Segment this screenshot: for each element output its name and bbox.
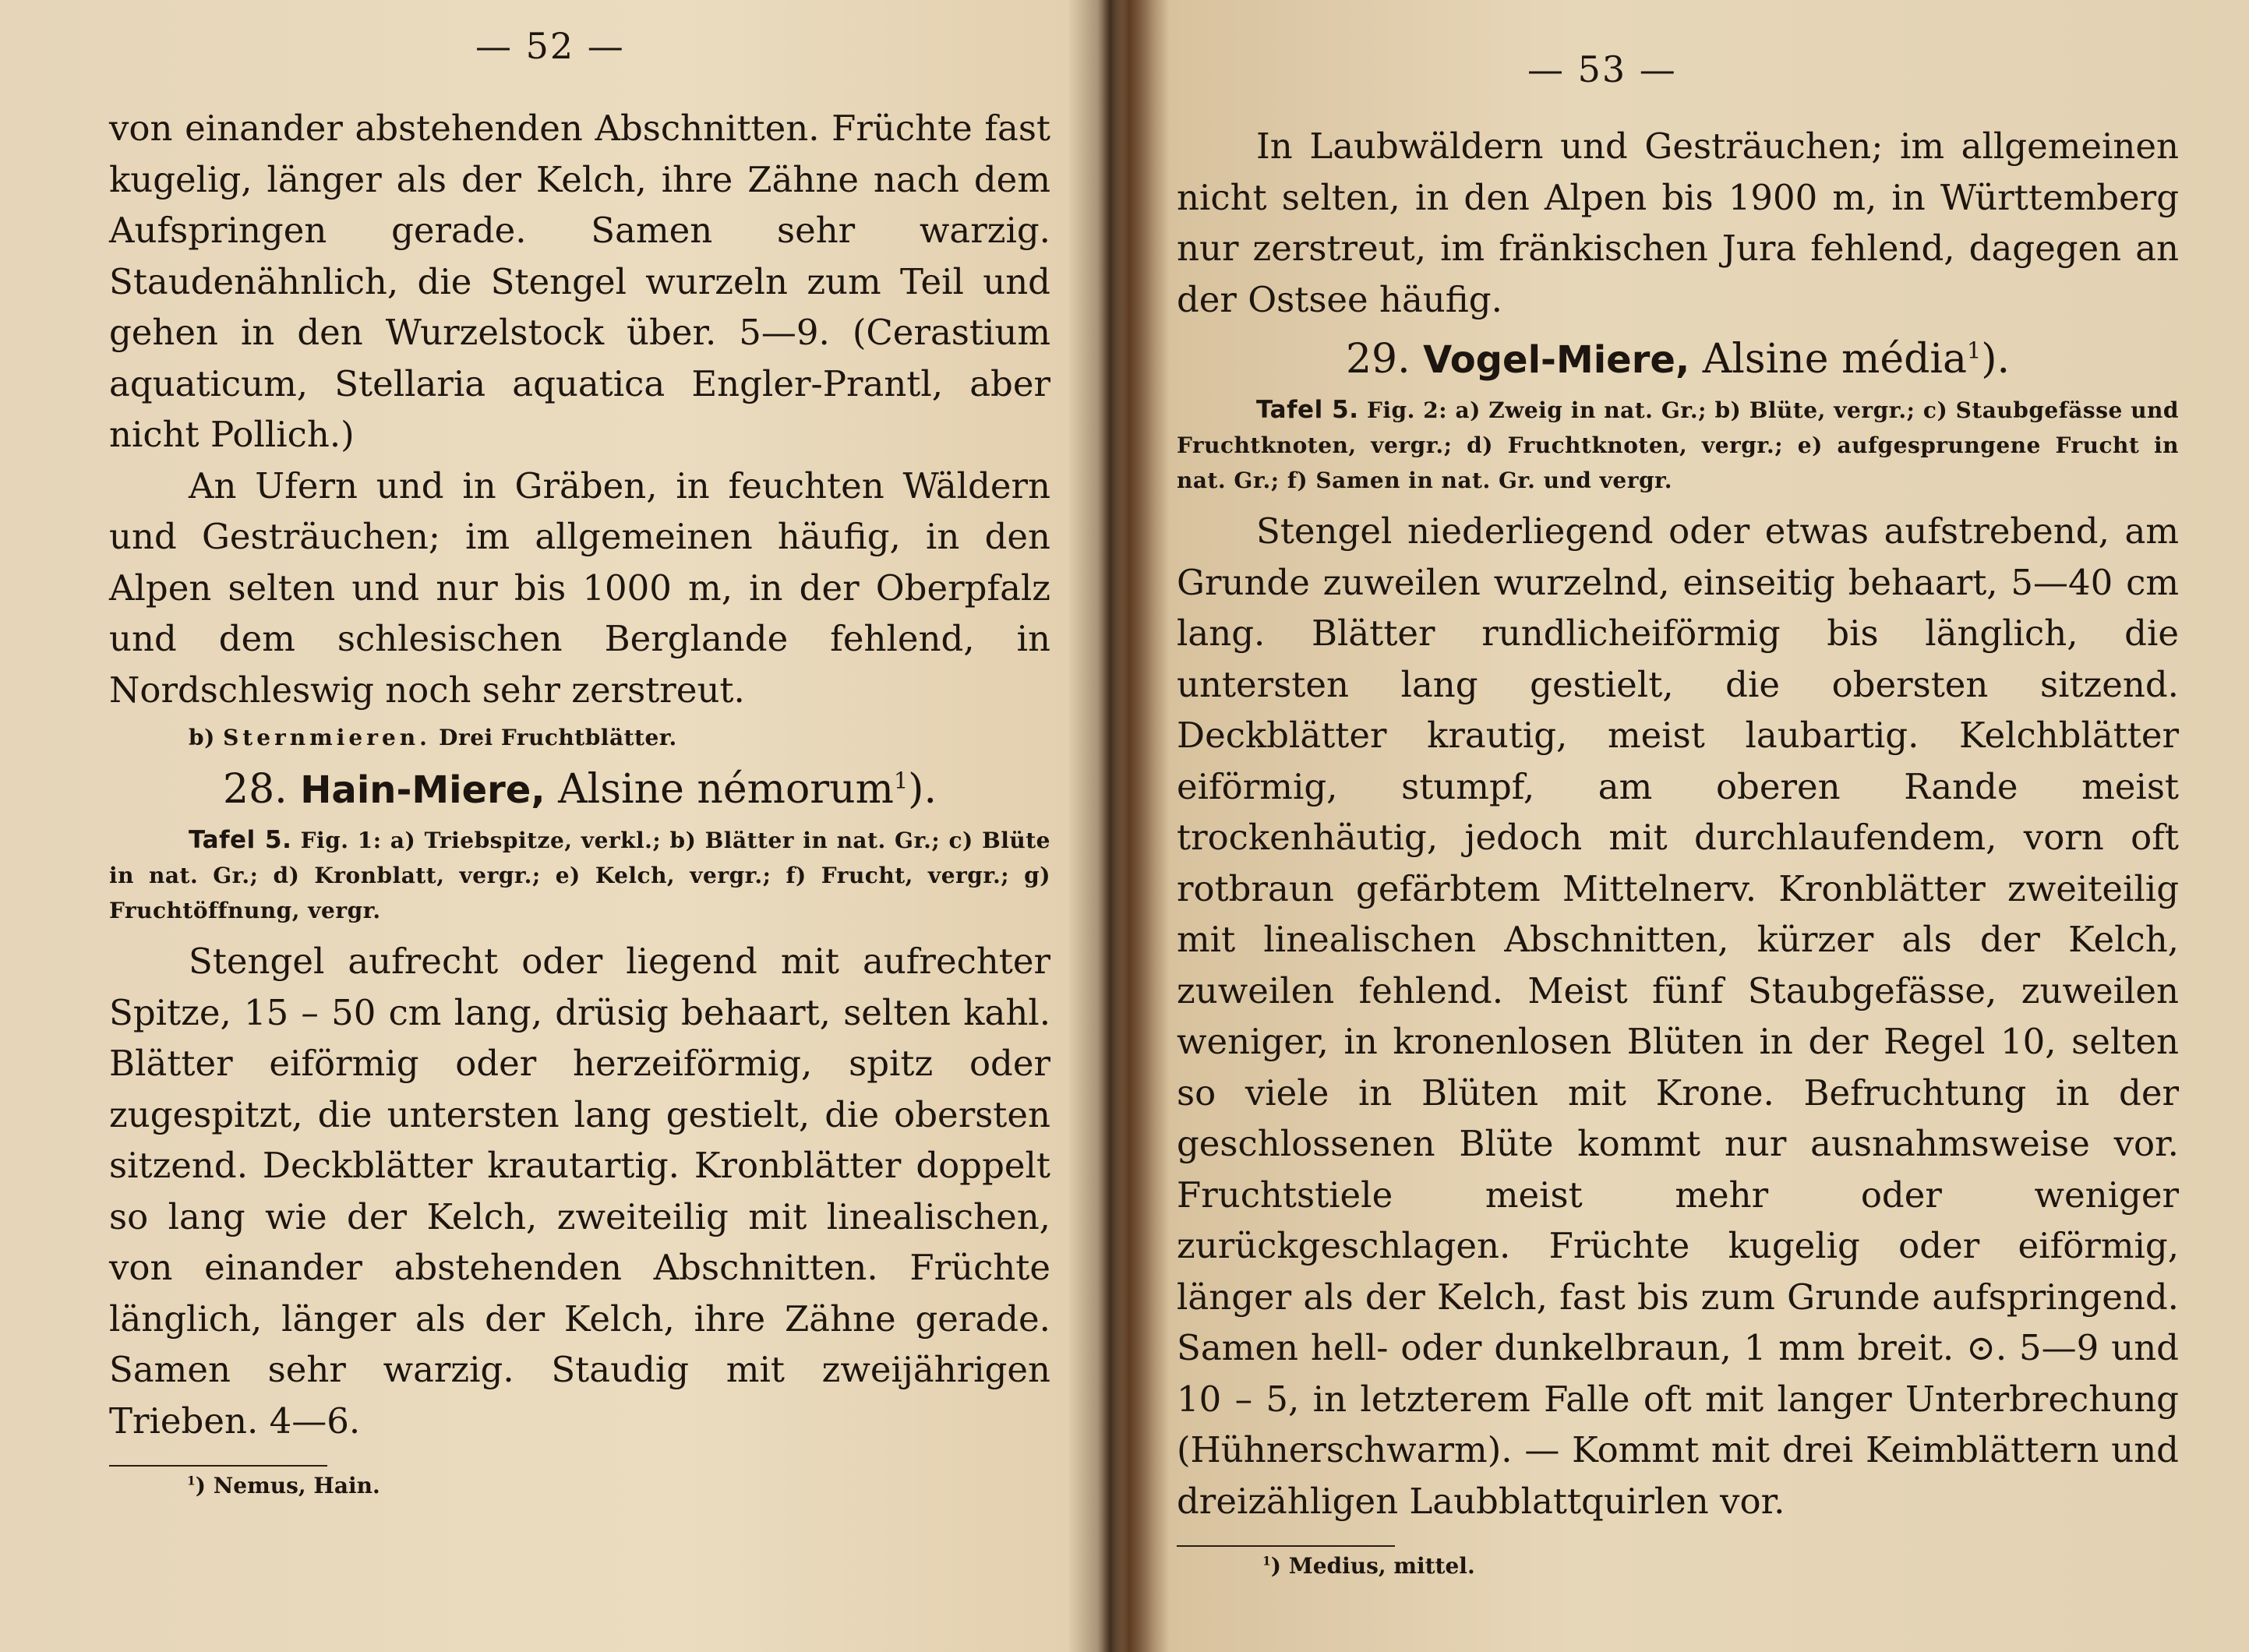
species-heading (1177, 328, 2179, 391)
subsection-name: Sternmieren. (223, 725, 431, 750)
figure-caption (1177, 393, 2179, 498)
species-latin: Alsine média (1702, 336, 1968, 383)
paragraph: Stengel aufrecht oder liegend mit aufrechter Spitze, 15 – 50 cm lang, drüsig behaart, selten kahl. Blätter eiförmig oder herzeiförmig, spitz oder zugespitzt, die untersten lang gestielt, die obersten sitzend. Deckblätter krautartig. Kronblätter doppelt so lang wie der Kelch, zweiteilig mit linealischen, von einander abstehenden Abschnitten. Früchte länglich, länger als der Kelch, ihre Zähne gerade. Samen sehr warzig. Staudig mit zweijährigen Trieben. 4—6. (109, 941, 1050, 1442)
species-number: 29. (1345, 336, 1410, 383)
subsection-rest: Drei Fruchtblätter. (439, 725, 677, 750)
tafel-label: Tafel 5. (1256, 396, 1359, 424)
species-heading (109, 758, 1050, 821)
paragraph: von einander abstehenden Abschnitten. Früchte fast kugelig, länger als der Kelch, ihre Zähne nach dem Aufspringen gerade. Samen sehr warzig. Staudenähnlich, die Stengel wurzeln zum Teil und gehen in den Wurzelstock über. 5—9. (Cerastium aquaticum, Stellaria aquatica Engler-Prantl, aber nicht Pollich.) (109, 108, 1050, 455)
species-end: ). (908, 766, 937, 813)
footnote-mark: 1 (1262, 1554, 1271, 1569)
species-latin: Alsine némorum (558, 766, 894, 813)
page-body (109, 103, 1050, 1506)
species-end: ). (1981, 336, 2011, 383)
right-page (1130, 0, 2249, 1652)
footnote-text: ) Medius, mittel. (1270, 1553, 1475, 1579)
footnote-ref: 1 (893, 767, 909, 794)
species-name: Hain-Miere, (300, 768, 545, 812)
species-name: Vogel-Miere, (1423, 338, 1690, 382)
footnote (187, 1467, 1050, 1506)
paragraph: In Laubwäldern und Gesträuchen; im allgemeinen nicht selten, in den Alpen bis 1900 m, in Württemberg nur zerstreut, im fränkischen Jura fehlend, dagegen an der Ostsee häufig. (1177, 125, 2179, 320)
subsection-heading (109, 720, 1050, 755)
paragraph: An Ufern und in Gräben, in feuchten Wäldern und Gesträuchen; im allgemeinen häufig, in den Alpen selten und nur bis 1000 m, in der Oberpfalz und dem schlesischen Berglande fehlend, in Nordschleswig noch sehr zerstreut. (109, 464, 1050, 711)
footnote (1262, 1547, 2179, 1586)
tafel-text: Fig. 1: a) Triebspitze, verkl.; b) Blätter in nat. Gr.; c) Blüte in nat. Gr.; d) Kronblatt, vergr.; e) Kelch, vergr.; f) Frucht, vergr.; g) Fruchtöffnung, vergr. (109, 828, 1050, 923)
footnote-text: ) Nemus, Hain. (195, 1473, 380, 1498)
figure-caption (109, 823, 1050, 928)
paragraph: Stengel niederliegend oder etwas aufstrebend, am Grunde zuweilen wurzelnd, einseitig behaart, 5—40 cm lang. Blätter rundlicheiförmig bis länglich, die untersten lang gestielt, die obersten sitzend. Deckblätter krautig, meist laubartig. Kelchblätter eiförmig, stumpf, am oberen Rande meist trockenhäutig, jedoch mit durchlaufendem, vorn oft rotbraun gefärbtem Mittelnerv. Kronblätter zweiteilig mit linealischen Abschnitten, kürzer als der Kelch, zuweilen fehlend. Meist fünf Staubgefässe, zuweilen weniger, in kronenlosen Blüten in der Regel 10, selten so viele in Blüten mit Krone. Befruchtung in der geschlossenen Blüte kommt nur ausnahmsweise vor. Fruchtstiele meist mehr oder weniger zurückgeschlagen. Früchte kugelig oder eiförmig, länger als der Kelch, fast bis zum Grunde aufspringend. Samen hell- oder dunkelbraun, 1 mm breit. ⊙. 5—9 und 10 – 5, in letzterem Falle oft mit langer Unterbrechung (Hühnerschwarm). — Kommt mit drei Keimblättern und dreizähligen Laubblattquirlen vor. (1177, 510, 2179, 1522)
species-number: 28. (223, 766, 288, 813)
footnote-ref: 1 (1967, 337, 1982, 364)
left-page (0, 0, 1091, 1652)
page-number: — 52 — (475, 25, 625, 67)
tafel-label: Tafel 5. (189, 826, 292, 854)
footnote-mark: 1 (187, 1474, 196, 1488)
page-body (1177, 121, 2179, 1586)
tafel-text: Fig. 2: a) Zweig in nat. Gr.; b) Blüte, vergr.; c) Staubgefässe und Fruchtknoten, vergr.; d) Fruchtknoten, vergr.; e) aufgesprungene Frucht in nat. Gr.; f) Samen in nat. Gr. und vergr. (1177, 397, 2179, 493)
subsection-prefix: b) (189, 725, 215, 750)
page-number: — 53 — (1527, 48, 1677, 90)
